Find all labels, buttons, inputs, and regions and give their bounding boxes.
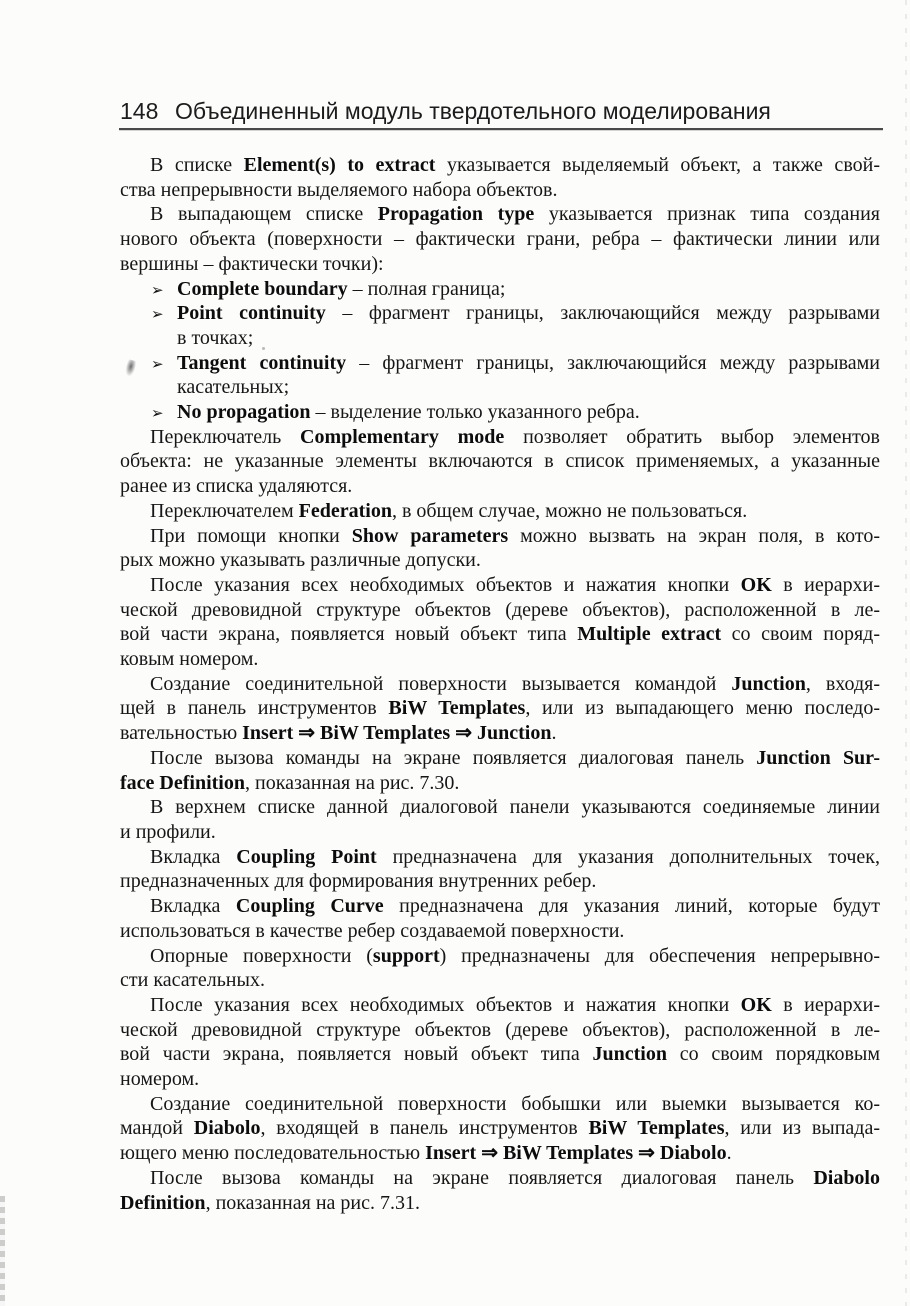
paragraph bbox=[120, 845, 880, 894]
text-line: вершины – фактически точки): bbox=[120, 252, 384, 275]
text-line: вой части экрана, появляется новый объект типа Multiple extract со своим поряд- bbox=[120, 623, 880, 646]
text-line: использоваться в качестве ребер создаваемой поверхности. bbox=[120, 919, 625, 942]
text-line: объекта: не указанные элементы включаются в список применяемых, а указанные bbox=[120, 450, 880, 473]
paragraph bbox=[120, 944, 880, 993]
text-line: вой части экрана, появляется новый объект типа Junction со своим порядковым bbox=[120, 1043, 880, 1066]
text-line: ческой древовидной структуре объектов (дереве объектов), расположенной в ле- bbox=[120, 598, 880, 621]
text-line: После вызова команды на экране появляется диалоговая панель Junction Sur- bbox=[150, 746, 880, 769]
text-line: предназначенных для формирования внутренних ребер. bbox=[120, 870, 597, 893]
bullet-arrow-icon: ➢ bbox=[151, 354, 164, 373]
scan-edge-artifact-left bbox=[0, 1196, 5, 1306]
text-line: вательностью Insert ⇒ BiW Templates ⇒ Junction. bbox=[120, 722, 557, 745]
text-line: Definition, показанная на рис. 7.31. bbox=[120, 1191, 420, 1214]
paragraph bbox=[120, 1092, 880, 1166]
paragraph bbox=[120, 524, 880, 573]
text-line: Переключатель Complementary mode позволяет обратить выбор элементов bbox=[150, 425, 880, 448]
page-number: 148 bbox=[120, 98, 159, 124]
bullet-item bbox=[120, 301, 880, 350]
text-line: ющего меню последовательностью Insert ⇒ BiW Templates ⇒ Diabolo. bbox=[120, 1142, 732, 1165]
text-line: После указания всех необходимых объектов и нажатия кнопки OK в иерархи- bbox=[150, 573, 880, 596]
text-line: ➢ Point continuity – фрагмент границы, заключающийся между разрывами bbox=[177, 301, 880, 326]
text-line: в точках; bbox=[177, 326, 254, 349]
paragraph bbox=[120, 746, 880, 795]
paragraph bbox=[120, 795, 880, 844]
page-body bbox=[120, 153, 880, 1215]
paragraph bbox=[120, 499, 880, 524]
text-line: щей в панель инструментов BiW Templates, или из выпадающего меню последо- bbox=[120, 697, 880, 720]
text-line: ➢ No propagation – выделение только указанного ребра. bbox=[177, 400, 880, 425]
running-title: Объединенный модуль твердотельного моделирования bbox=[175, 98, 771, 124]
scan-speck bbox=[430, 860, 433, 863]
text-line: номером. bbox=[120, 1068, 200, 1091]
text-line: Создание соединительной поверхности вызывается командой Junction, входя- bbox=[150, 672, 880, 695]
text-line: мандой Diabolo, входящей в панель инструментов BiW Templates, или из выпада- bbox=[120, 1117, 881, 1140]
paragraph bbox=[120, 202, 880, 276]
bullet-arrow-icon: ➢ bbox=[151, 404, 164, 423]
text-line: касательных; bbox=[177, 376, 290, 399]
paragraph bbox=[120, 894, 880, 943]
text-line: Вкладка Coupling Curve предназначена для указания линий, которые будут bbox=[150, 895, 881, 918]
text-line: В выпадающем списке Propagation type указывается признак типа создания bbox=[150, 203, 881, 226]
page-header bbox=[120, 98, 882, 124]
text-line: После указания всех необходимых объектов и нажатия кнопки OK в иерархи- bbox=[150, 993, 880, 1016]
paragraph bbox=[120, 993, 880, 1092]
text-line: В списке Element(s) to extract указывается выделяемый объект, а также свой- bbox=[150, 154, 880, 176]
text-line: ческой древовидной структуре объектов (дереве объектов), расположенной в ле- bbox=[120, 1018, 880, 1041]
bullet-item bbox=[120, 400, 880, 425]
text-line: ранее из списка удаляются. bbox=[120, 475, 353, 498]
text-line: В верхнем списке данной диалоговой панели указываются соединяемые линии bbox=[150, 796, 880, 819]
text-line: и профили. bbox=[120, 820, 216, 843]
text-line: face Definition, показанная на рис. 7.30. bbox=[120, 771, 460, 794]
text-line: ➢ Tangent continuity – фрагмент границы, заключающийся между разрывами bbox=[177, 351, 880, 376]
paragraph bbox=[120, 1166, 880, 1215]
paragraph bbox=[120, 672, 880, 746]
text-line: Создание соединительной поверхности бобышки или выемки вызывается ко- bbox=[150, 1092, 880, 1115]
paragraph bbox=[120, 573, 880, 672]
paragraph bbox=[120, 425, 880, 499]
scan-edge-artifact-right bbox=[905, 0, 907, 1306]
text-line: ➢ Complete boundary – полная граница; bbox=[177, 277, 880, 302]
text-line: При помощи кнопки Show parameters можно вызвать на экран поля, в кото- bbox=[150, 524, 880, 547]
text-line: После вызова команды на экране появляется диалоговая панель Diabolo bbox=[150, 1166, 880, 1189]
text-line: Переключателем Federation, в общем случае, можно не пользоваться. bbox=[150, 499, 748, 522]
text-line: ства непрерывности выделяемого набора объектов. bbox=[120, 178, 558, 201]
bullet-item bbox=[120, 351, 880, 400]
bullet-item bbox=[120, 277, 880, 302]
bullet-arrow-icon: ➢ bbox=[151, 305, 164, 324]
text-line: нового объекта (поверхности – фактически грани, ребра – фактически линии или bbox=[120, 228, 880, 251]
text-line: Вкладка Coupling Point предназначена для указания дополнительных точек, bbox=[150, 845, 880, 868]
bullet-arrow-icon: ➢ bbox=[151, 280, 164, 299]
scan-speck bbox=[262, 347, 265, 350]
text-line: рых можно указывать различные допуски. bbox=[120, 549, 481, 572]
paragraph bbox=[120, 153, 880, 202]
header-rule bbox=[119, 128, 883, 130]
text-line: Опорные поверхности (support) предназначены для обеспечения непрерывно- bbox=[150, 944, 880, 967]
text-line: ковым номером. bbox=[120, 648, 259, 671]
text-line: сти касательных. bbox=[120, 969, 265, 992]
